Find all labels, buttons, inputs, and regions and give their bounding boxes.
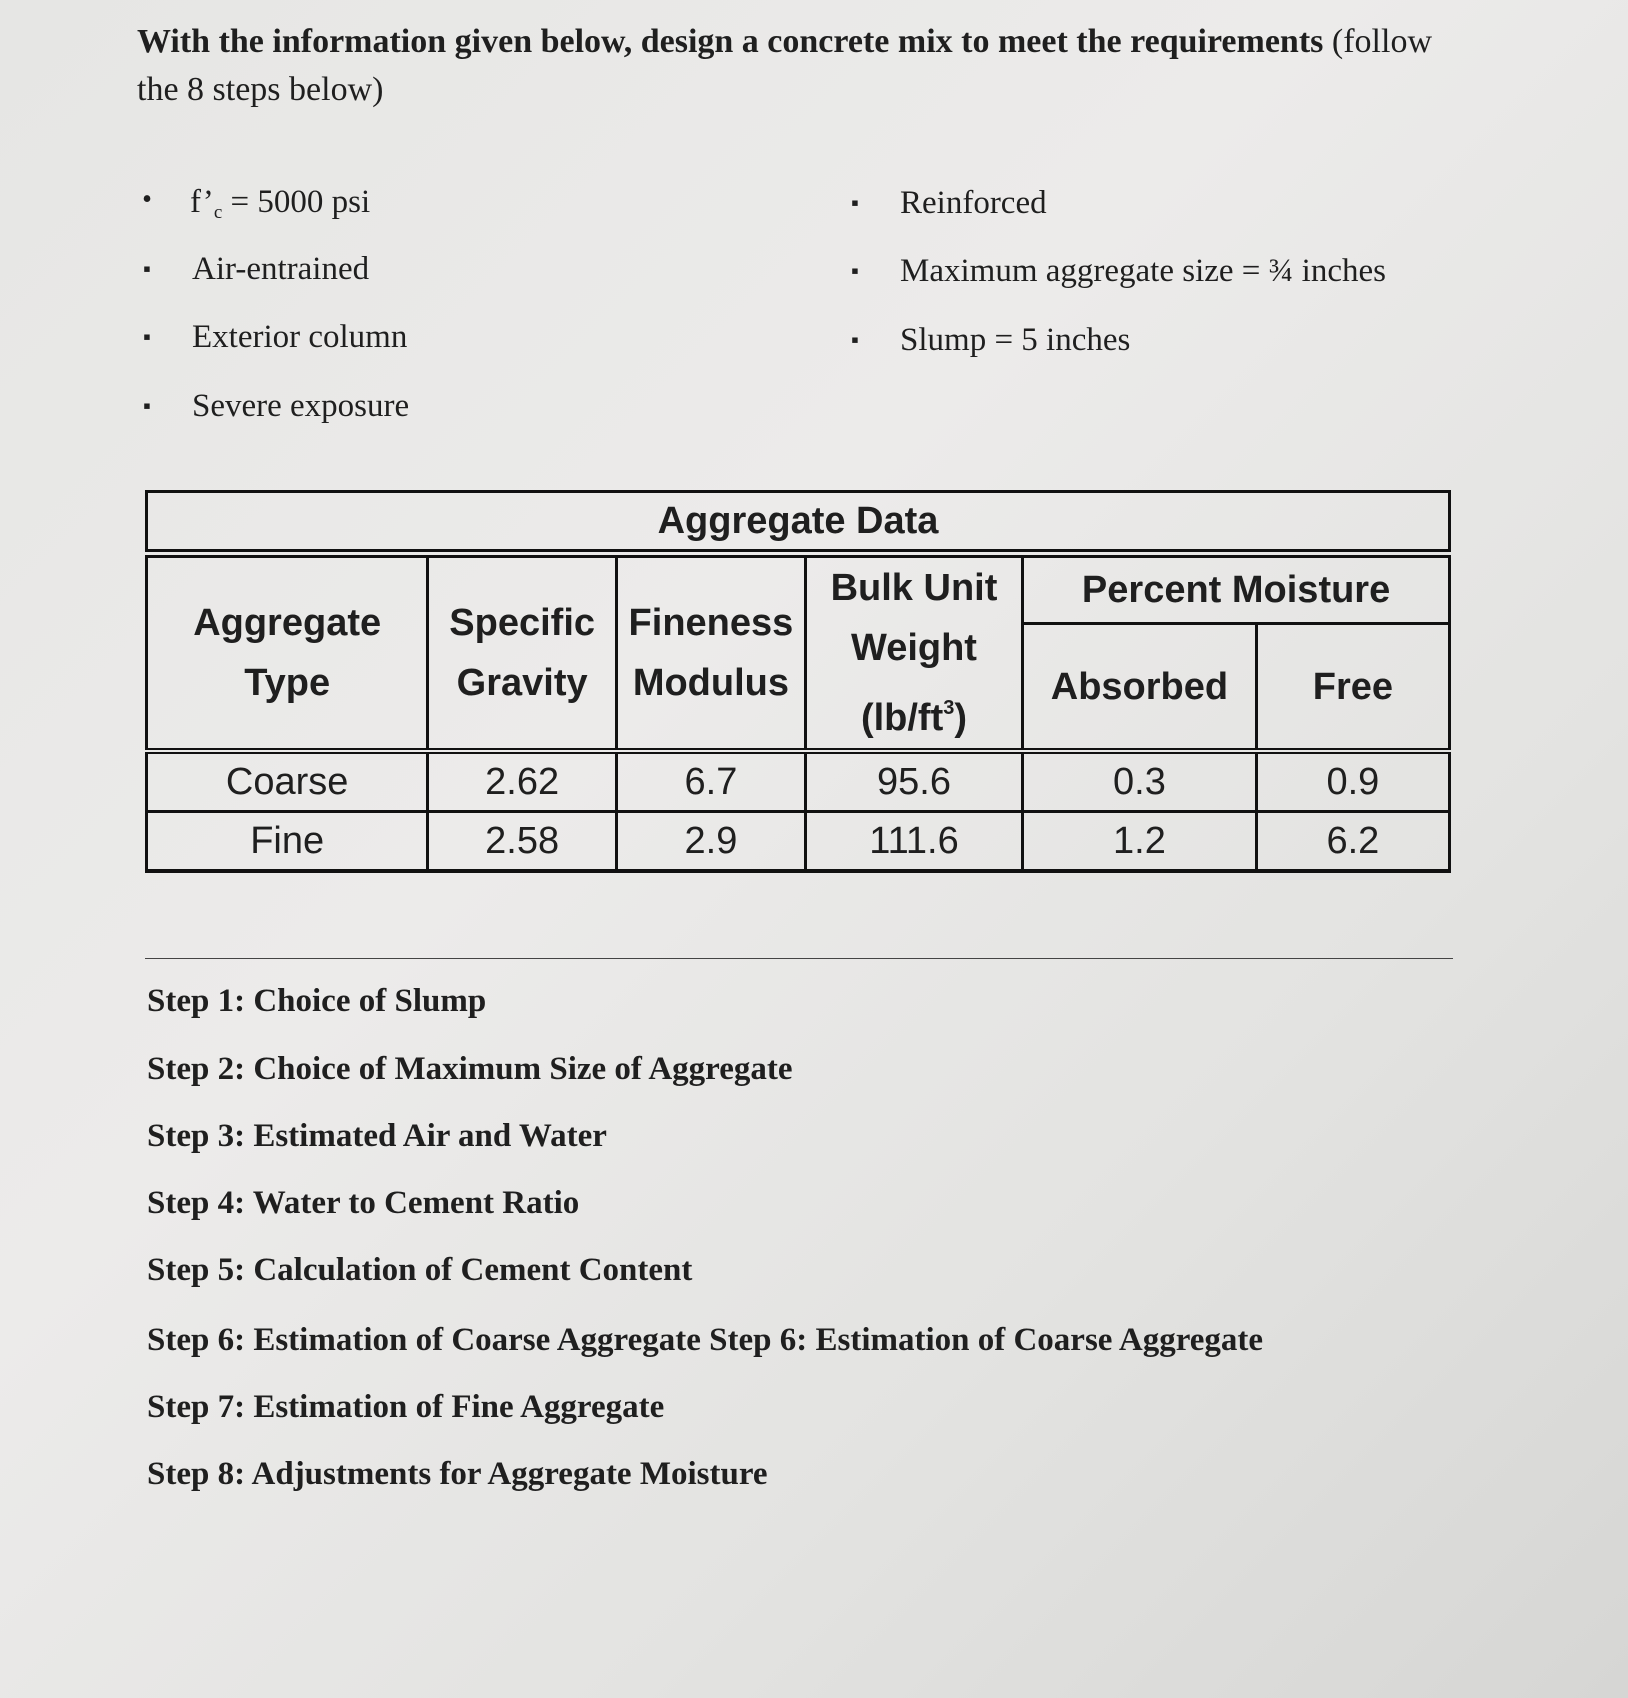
requirement-max-aggregate: Maximum aggregate size = ¾ inches xyxy=(900,253,1386,289)
requirement-severe-exposure: Severe exposure xyxy=(192,388,410,424)
step-7: Step 7: Estimation of Fine Aggregate xyxy=(147,1389,665,1425)
requirement-fc xyxy=(190,182,370,233)
requirement-reinforced: Reinforced xyxy=(900,185,1047,221)
cell-bulk-unit-weight: 111.6 xyxy=(805,812,1022,872)
header-type-line2: Type xyxy=(244,662,331,704)
header-buw-line2: Weight xyxy=(851,627,977,669)
cell-specific-gravity: 2.58 xyxy=(428,812,617,872)
cell-absorbed: 0.3 xyxy=(1023,751,1257,812)
table-row xyxy=(147,751,1450,812)
divider-line xyxy=(145,958,1453,959)
step-8: Step 8: Adjustments for Aggregate Moisture xyxy=(147,1456,768,1492)
cell-type: Coarse xyxy=(147,751,428,812)
bullet-dot-icon: • xyxy=(142,184,152,215)
step-5: Step 5: Calculation of Cement Content xyxy=(147,1252,693,1288)
fc-subscript: c xyxy=(213,202,223,223)
header-buw-line3 xyxy=(807,678,1021,748)
bullet-square-icon: ▪ xyxy=(851,327,859,352)
header-sg-line1: Specific xyxy=(449,602,596,644)
cell-specific-gravity: 2.62 xyxy=(428,751,617,812)
cell-fineness-modulus: 2.9 xyxy=(617,812,806,872)
intro-paragraph xyxy=(137,18,1477,114)
header-absorbed: Absorbed xyxy=(1023,624,1257,752)
cell-fineness-modulus: 6.7 xyxy=(617,751,806,812)
bullet-square-icon: ▪ xyxy=(143,324,151,349)
table-title: Aggregate Data xyxy=(145,490,1451,552)
header-specific-gravity xyxy=(428,557,617,752)
requirement-exterior-column: Exterior column xyxy=(192,319,408,355)
header-buw-superscript: 3 xyxy=(943,697,955,719)
header-sg-line2: Gravity xyxy=(456,662,588,704)
cell-free: 6.2 xyxy=(1256,812,1449,872)
header-fm-line2: Modulus xyxy=(632,662,790,704)
header-bulk-unit-weight xyxy=(805,557,1022,752)
header-aggregate-type xyxy=(147,557,428,752)
bullet-square-icon: ▪ xyxy=(143,256,151,281)
requirement-air-entrained: Air-entrained xyxy=(192,251,370,287)
header-fm-line1: Fineness xyxy=(628,602,794,644)
step-2: Step 2: Choice of Maximum Size of Aggregate xyxy=(147,1051,793,1087)
aggregate-data-table xyxy=(145,555,1451,873)
requirement-slump: Slump = 5 inches xyxy=(900,322,1131,358)
header-buw-line1: Bulk Unit xyxy=(830,567,998,609)
fc-prefix: f’ xyxy=(190,184,214,220)
intro-rest-text: (follow the 8 steps below) xyxy=(137,23,1432,108)
cell-bulk-unit-weight: 95.6 xyxy=(805,751,1022,812)
bullet-square-icon: ▪ xyxy=(143,393,151,418)
step-3: Step 3: Estimated Air and Water xyxy=(147,1118,607,1154)
header-fineness-modulus xyxy=(617,557,806,752)
header-free: Free xyxy=(1256,624,1449,752)
intro-bold-text: With the information given below, design a concrete mix to meet the requirements xyxy=(137,23,1324,60)
cell-free: 0.9 xyxy=(1256,751,1449,812)
step-1: Step 1: Choice of Slump xyxy=(147,983,487,1019)
step-6: Step 6: Estimation of Coarse Aggregate Step 6: Estimation of Coarse Aggregate xyxy=(147,1322,1264,1358)
header-buw-close: ) xyxy=(954,697,968,739)
cell-type: Fine xyxy=(147,812,428,872)
bullet-square-icon: ▪ xyxy=(851,190,859,215)
cell-absorbed: 1.2 xyxy=(1023,812,1257,872)
table-row xyxy=(147,812,1450,872)
fc-suffix: = 5000 psi xyxy=(222,184,371,220)
header-percent-moisture: Percent Moisture xyxy=(1023,557,1450,624)
step-4: Step 4: Water to Cement Ratio xyxy=(147,1185,580,1221)
header-type-line1: Aggregate xyxy=(193,602,382,644)
bullet-square-icon: ▪ xyxy=(851,258,859,283)
header-buw-units: (lb/ft xyxy=(860,697,944,739)
